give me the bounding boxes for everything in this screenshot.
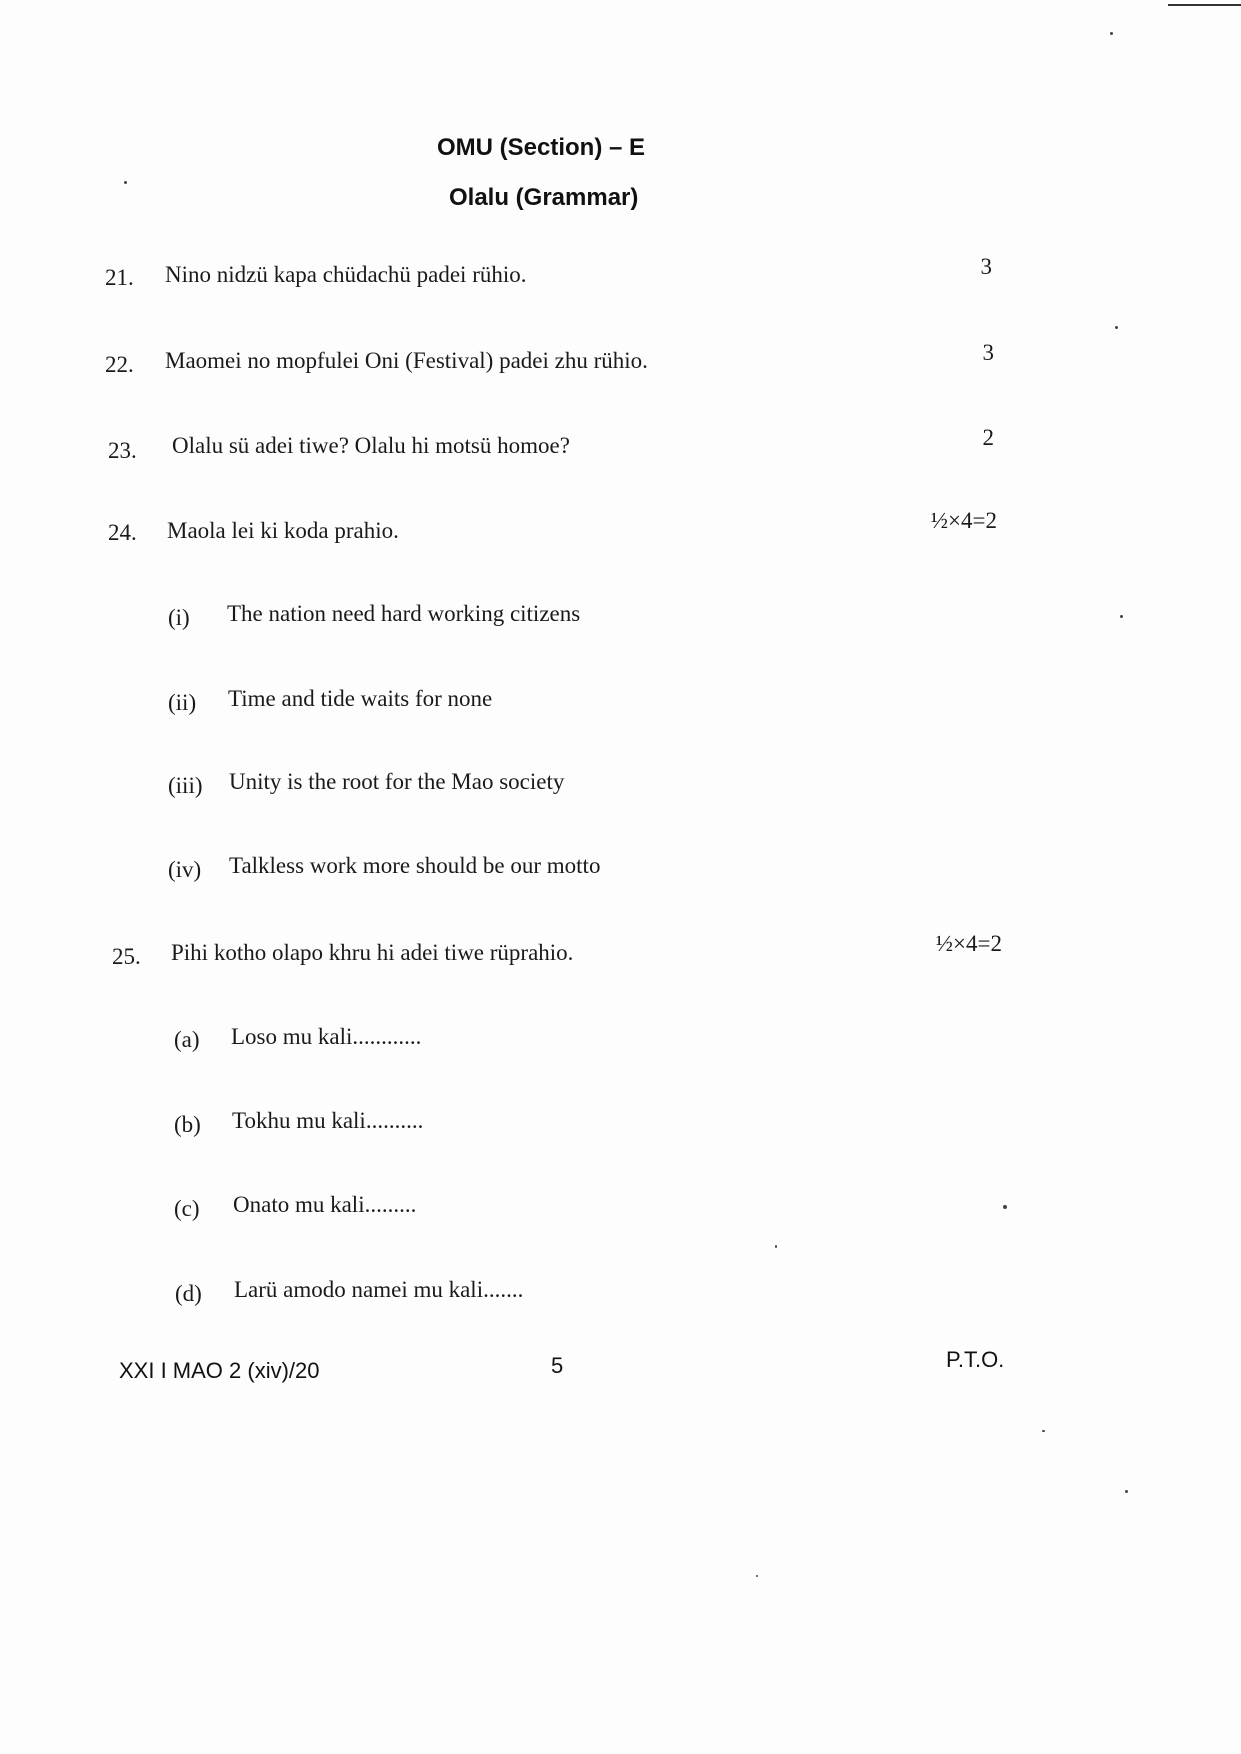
scan-speck [1110, 32, 1113, 35]
section-subtitle: Olalu (Grammar) [449, 184, 639, 211]
scan-speck [756, 1575, 758, 1577]
sub-item-label: (iv) [168, 857, 202, 882]
question-text: Maomei no mopfulei Oni (Festival) padei zhu rühio. [165, 348, 648, 373]
sub-item-text: Time and tide waits for none [228, 686, 493, 711]
scan-speck [1125, 1490, 1128, 1493]
sub-item-text: Unity is the root for the Mao society [229, 769, 565, 794]
question-number: 21. [105, 265, 134, 290]
question-number: 25. [112, 944, 141, 969]
question-marks: ½×4=2 [930, 508, 997, 533]
pto-label: P.T.O. [946, 1347, 1005, 1372]
scan-speck [1003, 1205, 1007, 1209]
section-title: OMU (Section) – E [437, 134, 646, 161]
question-number: 22. [105, 352, 134, 377]
question-text: Maola lei ki koda prahio. [167, 518, 399, 543]
sub-item-text: Larü amodo namei mu kali....... [234, 1277, 524, 1302]
question-marks: ½×4=2 [935, 931, 1002, 956]
sub-item-text: Talkless work more should be our motto [229, 853, 601, 878]
sub-item-label: (d) [175, 1281, 202, 1306]
question-marks: 3 [982, 340, 994, 365]
scan-speck [1120, 615, 1123, 618]
scan-speck [1042, 1430, 1045, 1432]
scan-speck [1115, 326, 1118, 329]
sub-item-label: (i) [168, 605, 190, 630]
sub-item-text: Tokhu mu kali.......... [232, 1108, 424, 1133]
sub-item-text: The nation need hard working citizens [227, 601, 581, 626]
question-number: 23. [108, 438, 137, 463]
question-number: 24. [108, 520, 137, 545]
corner-rule [1168, 4, 1241, 6]
scan-speck [775, 1245, 777, 1248]
sub-item-text: Loso mu kali............ [231, 1024, 422, 1049]
question-text: Nino nidzü kapa chüdachü padei rühio. [165, 262, 527, 287]
page-number: 5 [551, 1353, 564, 1378]
question-text: Pihi kotho olapo khru hi adei tiwe rüprahio. [171, 940, 574, 965]
question-text: Olalu sü adei tiwe? Olalu hi motsü homoe? [172, 433, 570, 458]
scan-speck [124, 181, 127, 184]
sub-item-label: (b) [174, 1112, 201, 1137]
sub-item-label: (c) [174, 1196, 200, 1221]
question-marks: 2 [982, 425, 994, 450]
question-marks: 3 [980, 254, 992, 279]
sub-item-label: (a) [174, 1027, 200, 1052]
paper-code: XXI I MAO 2 (xiv)/20 [119, 1358, 320, 1383]
sub-item-label: (iii) [168, 773, 203, 798]
sub-item-text: Onato mu kali......... [233, 1192, 417, 1217]
sub-item-label: (ii) [168, 690, 197, 715]
